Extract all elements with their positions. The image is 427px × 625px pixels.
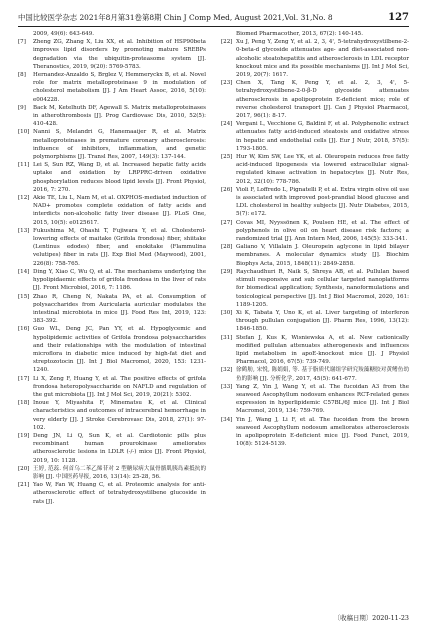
reference-text: Yin J, Wang J, Li F, et al. The fucoidan from the brown seaweed Ascophyllum nodosum ameliorates atherosclerosis in apolipoprotein E-deficient mice [J]. Food Funct, 2019, 10(8): 5124-5139. — [236, 416, 409, 448]
reference-number: [27] — [221, 219, 233, 226]
received-date: 〔收稿日期〕2020-11-23 — [333, 614, 409, 622]
reference-text: Raychaudhuri R, Naik S, Shreya AB, et al. Pullulan based stimuli responsive and sub cellular targeted nanoplatforms for biomedical application; Synthesis, nanoformulations and toxicological perspective [J]. Int J Biol Macromol, 2020, 161: 1189-1205. — [236, 268, 409, 308]
reference-text: Galiano V, Villalain J. Oleuropein aglycone in lipid bilayer membranes. A molecular dynamics study [J]. Biochim Biophys Acta, 2015, 1848(11): 2849-2858. — [236, 244, 409, 267]
continued-reference-text: Biomed Pharmacother, 2013, 67(2): 140-145. — [236, 31, 363, 37]
reference-text: Yang Z, Yin J, Wang Y, et al. The fucoidan A3 from the seaweed Ascophyllum nodosum enhances RCT-related genes expression in hyperlipidemic C57BL/6J mice [J]. Int J Biol Macromol, 2019, 134: 759-769. — [236, 383, 409, 415]
reference-item — [18, 268, 206, 293]
reference-text: Deng JN, Li Q, Sun K, et al. Cardiotonic pills plus recombinant human prourokinase ameliorates atherosclerotic lesions in LDLR (-/-) mice [J]. Front Physiol, 2019, 10: 1128. — [33, 432, 206, 464]
reference-item — [18, 325, 206, 374]
reference-text: Fukushima M, Ohashi T, Fujiwara Y, et al. Cholesterol-lowering effects of maitake (Grifola frondosa) fiber, shiitake (Lentinus edodes) fiber, and enokitake (Flammulina velutipes) fiber in rats [J]. Exp Biol Med (Maywood), 2001, 226(8): 758-765. — [33, 227, 206, 267]
reference-text: Lei S, Sun RZ, Wang D, et al. Increased hepatic fatty acids uptake and oxidation by LRPPRC-driven oxidative phosphorylation reduces blood lipid levels [J]. Front Physiol, 2016, 7: 270. — [33, 162, 206, 193]
continued-reference-text: 2009, 49(6): 643-649. — [33, 31, 95, 37]
reference-item — [221, 120, 409, 153]
reference-item — [18, 465, 206, 481]
reference-item — [18, 375, 206, 400]
reference-number: [16] — [18, 326, 30, 333]
reference-text: Li X, Zeng F, Huang Y, et al. The positive effects of grifola frondosa heteropolysaccharide on NAFLD and regulation of the gut microbiota [J]. Int J Mol Sci, 2019, 20(21): 5302. — [33, 375, 206, 398]
reference-item — [221, 219, 409, 244]
reference-item — [18, 104, 206, 129]
reference-text: Hernandez-Anzaldo S, Brglez V, Hemmeryckx B, et al. Novel role for matrix metalloproteinase 9 in modulation of cholesterol metabolism [J]. J Am Heart Assoc, 2016, 5(10): e004228. — [33, 72, 206, 103]
reference-number: [22] — [221, 39, 233, 46]
reference-item — [18, 481, 206, 506]
reference-number: [33] — [221, 383, 233, 390]
reference-item — [221, 366, 409, 382]
reference-number: [12] — [18, 195, 30, 202]
reference-text: Zhao R, Cheng N, Nakata PA, et al. Consumption of polysaccharides from Auricularia auricular modulates the intestinal microbiota in mice [J]. Food Res Int, 2019, 123: 383-392. — [33, 293, 206, 325]
reference-item — [18, 128, 206, 161]
reference-number: [19] — [18, 432, 30, 439]
reference-text: Xu J, Peng Y, Zeng Y, et al. 2, 3, 4', 5-tetrahydroxystilbene-2-0-beta-d glycoside attenuates age- and diet-associated non-alcoholic steatohepatitis and atherosclerosis in LDL receptor knockout mice and its possible mechanisms [J]. Int J Mol Sci, 2019, 20(7): 1617. — [236, 39, 409, 79]
reference-number: [26] — [221, 186, 233, 193]
page-number: 127 — [388, 11, 409, 23]
reference-number: [31] — [221, 334, 233, 341]
reference-number: [24] — [221, 121, 233, 128]
reference-number: [13] — [18, 227, 30, 234]
reference-text: Chen X, Tang K, Peng Y, et al. 2, 3, 4', 5-tetrahydroxystilbene-2-0-β-D glycoside attenuates atherosclerosis in apolipoprotein E-deficient mice; role of reverse cholesterol transport [J]. Can J Physiol Pharmacol, 2017, 96(1): 8-17. — [236, 80, 409, 120]
reference-number: [17] — [18, 375, 30, 382]
reference-text: Inoue Y, Miyashita F, Minematsu K, et al. Clinical characteristics and outcomes of intracerebral hemorrhage in very elderly [J]. J Stroke Cerebrovasc Dis, 2018, 27(1): 97-102. — [33, 400, 206, 431]
reference-item — [221, 416, 409, 449]
reference-item — [221, 153, 409, 186]
reference-number: [34] — [221, 416, 233, 423]
reference-list-left — [18, 38, 206, 506]
reference-item — [221, 268, 409, 309]
reference-number: [8] — [18, 72, 26, 79]
reference-text: Violi F, Loffredo L, Pignatelli P, et al. Extra virgin olive oil use is associated with improved post-prandial blood glucose and LDL cholesterol in healthy subjects [J]. Nutr Diabetes, 2015, 5(7): e172. — [236, 186, 409, 218]
reference-item — [221, 243, 409, 268]
reference-number: [14] — [18, 268, 30, 275]
reference-text: Ding Y, Xiao C, Wu Q, et al. The mechanisms underlying the hypolipidaemic effects of grifola frondosa in the liver of rats [J]. Front Microbiol, 2016, 7: 1186. — [33, 268, 206, 292]
reference-item — [221, 186, 409, 219]
reference-number: [30] — [221, 309, 233, 316]
reference-number: [15] — [18, 293, 30, 300]
reference-text: Hur W, Kim SW, Lee YK, et al. Oleuropein reduces free fatty acid-induced lipogenesis via lowered extracellular signal-regulated kinase activation in hepatocytes [J]. Nutr Res, 2012, 32(10): 778-786. — [236, 154, 409, 185]
reference-number: [28] — [221, 244, 233, 251]
reference-number: [11] — [18, 162, 30, 169]
reference-item — [221, 334, 409, 367]
reference-number: [25] — [221, 154, 233, 161]
reference-text: Akie TE, Liu L, Nam M, et al. OXPHOS-mediated induction of NAD+ promotes complete oxidation of fatty acids and interdicts non-alcoholic fatty liver disease [J]. PLoS One, 2015, 10(5): e0125617. — [33, 195, 206, 226]
reference-item — [18, 38, 206, 71]
reference-item — [18, 194, 206, 227]
reference-item — [221, 383, 409, 416]
reference-item — [221, 38, 409, 79]
reference-text: Xi K, Tabata Y, Uno K, et al. Liver targeting of interferon through pullulan conjugation [J]. Pharm Res, 1996, 13(12): 1846-1850. — [236, 309, 409, 333]
reference-item — [221, 79, 409, 120]
reference-text: Yao W, Fan W, Huang C, et al. Proteomic analysis for anti-atherosclerotic effect of tetrahydroxystilbene glucoside in rats [J]. — [33, 482, 206, 505]
reference-item — [18, 71, 206, 104]
reference-list-right — [221, 38, 409, 448]
running-header — [18, 10, 409, 24]
reference-number: [20] — [18, 465, 30, 472]
reference-text: 徐鹤舫, 宋悦, 陈娟娟, 等. 基于脂质代谢组学研究羧藻糖胶对黄鳍鱼幼鱼的影响 [J]. 分析化学, 2017, 45(5): 641-677. — [236, 367, 409, 382]
reference-number: [23] — [221, 80, 233, 87]
header-rule — [18, 26, 409, 27]
reference-text: Guo WL, Deng JC, Pan YY, et al. Hypoglycemic and hypolipidemic activities of Grifola frondosa polysaccharides and their relationships with the modulation of intestinal microflora in diabetic mice induced by high-fat diet and streptozotocin [J]. Int J Biol Macromol, 2020, 153: 1231-1240. — [33, 326, 206, 374]
reference-text: Nanni S, Melandri G, Hanemaaijer R, et al. Matrix metalloproteinases in premature coronary atherosclerosis: influence of inhibitors, inflammation, and genetic polymorphisms [J]. Transl Res, 2007, 149(3): 137-144. — [33, 129, 206, 161]
reference-text: Covas MI, Nyyssönen K, Poulsen HE, et al. The effect of polyphenols in olive oil on heart disease risk factors; a randomized trial [J]. Ann Intern Med, 2006, 145(5): 333-341. — [236, 219, 409, 243]
reference-number: [21] — [18, 482, 30, 489]
reference-number: [32] — [221, 367, 233, 374]
reference-number: [7] — [18, 39, 26, 46]
reference-item — [221, 309, 409, 334]
reference-number: [29] — [221, 268, 233, 275]
journal-citation: 中国比较医学杂志 2021年8月第31卷第8期 Chin J Comp Med, August 2021,Vol. 31,No. 8 — [18, 12, 333, 22]
reference-item — [18, 293, 206, 326]
reference-text: 王婷, 范蕊. 何首乌二苯乙烯苷对 2 型糖尿病大鼠骨骼肌胰岛素抵抗的影响 [J]. 中国医药导报, 2016, 13(14): 25-28, 56. — [33, 465, 206, 480]
reference-item — [18, 432, 206, 465]
reference-text: Vergani L, Vecchione G, Baldini F, et al. Polyphenolic extract attenuates fatty acid-induced steatosis and oxidative stress in hepatic and endothelial cells [J]. Eur J Nutr, 2018, 57(5): 1793-1805. — [236, 121, 409, 152]
reference-item — [18, 161, 206, 194]
reference-number: [10] — [18, 129, 30, 136]
reference-text: Back M, Ketelhuth DF, Agewall S. Matrix metalloproteinases in atherothrombosis [J]. Prog Cardiovasc Dis, 2010, 52(5): 410-428. — [33, 104, 206, 128]
left-reference-column — [18, 30, 206, 506]
reference-text: Zheng ZG, Zhang X, Liu XX, et al. Inhibition of HSP90beta improves lipid disorders by promoting mature SREBPs degradation via the ubiquitin-proteasome system [J]. Theranostics, 2019, 9(20): 5769-5783. — [33, 39, 206, 70]
reference-text: Stefan J, Kus K, Wisniewska A, et al. New cationically modified pullulan attenuates atherogenesis and influences lipid metabolism in apoE-knockout mice [J]. J Physiol Pharmacol, 2016, 67(5): 739-749. — [236, 334, 409, 366]
reference-number: [18] — [18, 400, 30, 407]
reference-item — [18, 227, 206, 268]
right-reference-column — [221, 30, 409, 448]
reference-item — [18, 399, 206, 432]
reference-number: [9] — [18, 104, 26, 111]
